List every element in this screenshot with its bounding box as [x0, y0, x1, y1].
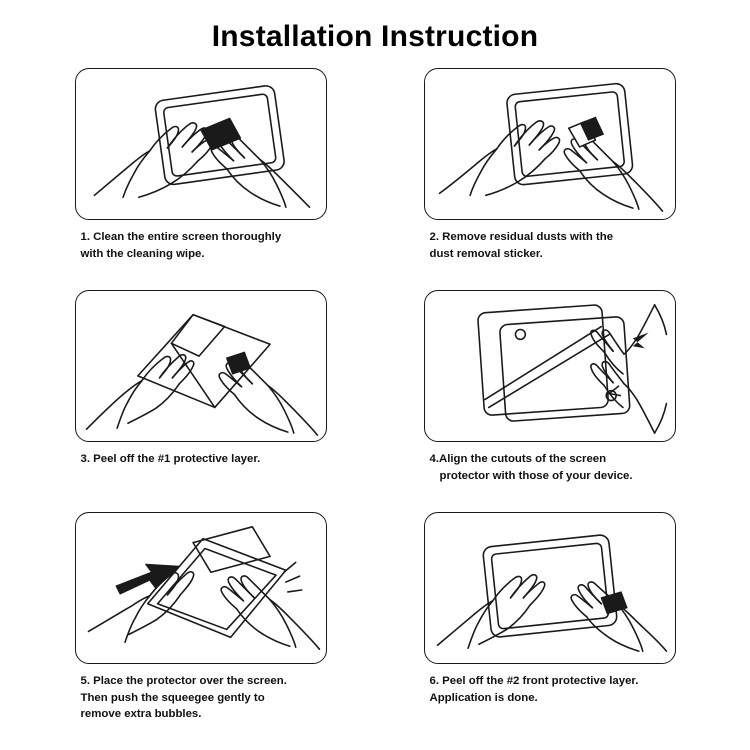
step-illustration-3 — [75, 290, 327, 442]
step-illustration-5 — [75, 512, 327, 664]
caption-line: 1. Clean the entire screen thoroughly — [80, 231, 282, 243]
caption-line: dust removal sticker. — [429, 247, 543, 260]
step-caption-6 — [424, 673, 676, 706]
caption-line: with the cleaning wipe. — [80, 247, 205, 260]
step-card-4 — [377, 290, 722, 512]
step-caption-2 — [424, 229, 676, 262]
step-caption-4 — [424, 451, 676, 484]
step-caption-3 — [75, 451, 327, 468]
step-card-3 — [28, 290, 373, 512]
caption-line: remove extra bubbles. — [80, 708, 202, 721]
caption-line: Application is done. — [429, 691, 538, 704]
caption-line: 4.Align the cutouts of the screen — [429, 453, 607, 465]
caption-line: 5. Place the protector over the screen. — [80, 675, 287, 687]
caption-line: 2. Remove residual dusts with the — [429, 231, 614, 243]
caption-line: protector with those of your device. — [439, 469, 633, 482]
caption-line: 6. Peel off the #2 front protective layer. — [429, 675, 639, 687]
step-caption-5 — [75, 673, 327, 723]
step-illustration-4 — [424, 290, 676, 442]
caption-line: 3. Peel off the #1 protective layer. — [80, 453, 261, 465]
step-illustration-1 — [75, 68, 327, 220]
step-illustration-2 — [424, 68, 676, 220]
step-illustration-6 — [424, 512, 676, 664]
step-caption-1 — [75, 229, 327, 262]
page-title: Installation Instruction — [211, 20, 539, 53]
steps-grid — [0, 54, 750, 744]
step-card-1 — [28, 68, 373, 290]
step-card-6 — [377, 512, 722, 734]
step-card-5 — [28, 512, 373, 734]
caption-line: Then push the squeegee gently to — [80, 691, 265, 704]
step-card-2 — [377, 68, 722, 290]
